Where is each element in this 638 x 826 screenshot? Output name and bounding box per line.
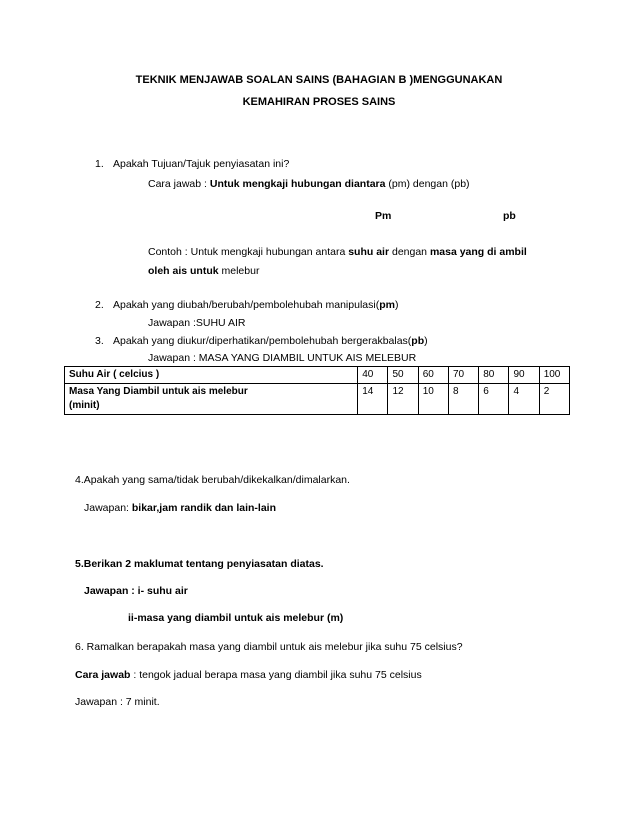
table-row-masa	[65, 384, 570, 415]
table-label-line-1: Masa Yang Diambil untuk ais melebur	[69, 386, 248, 397]
q3-question-text: Apakah yang diukur/diperhatikan/pembolehubah bergerakbalas(	[113, 335, 412, 347]
q1-cara-jawab	[148, 178, 470, 190]
q6-answer: Jawapan : 7 minit.	[75, 696, 160, 708]
data-table	[64, 366, 570, 415]
q1-contoh-prefix: Contoh : Untuk mengkaji hubungan antara	[148, 246, 349, 258]
q6-cara-rest: : tengok jadual berapa masa yang diambil jika suhu 75 celsius	[130, 669, 422, 681]
table-cell: 14	[358, 384, 388, 415]
table-cell: 50	[388, 367, 418, 384]
q2-question-close: )	[394, 299, 399, 311]
q2-question-bold: pm	[379, 299, 395, 311]
title-line-2: KEMAHIRAN PROSES SAINS	[242, 96, 396, 108]
table-cell: 90	[509, 367, 539, 384]
q4-answer-bold: bikar,jam randik dan lain-lain	[131, 502, 277, 514]
table-cell: 12	[388, 384, 418, 415]
table-row-suhu	[65, 367, 570, 384]
q1-cara-prefix: Cara jawab :	[148, 178, 210, 190]
q5-question: 5.Berikan 2 maklumat tentang penyiasatan diatas.	[75, 558, 324, 570]
table-cell: 60	[418, 367, 448, 384]
q3-question-close: )	[424, 335, 428, 347]
q4-question: 4.Apakah yang sama/tidak berubah/dikekalkan/dimalarkan.	[75, 474, 350, 486]
q1-contoh-line2-rest: melebur	[218, 265, 260, 277]
q1-contoh-line2-bold: oleh ais untuk	[148, 265, 219, 277]
table-cell: 8	[448, 384, 478, 415]
q1-pb-label: pb	[503, 210, 516, 222]
q4-answer-prefix: Jawapan:	[84, 502, 132, 514]
table-cell-label	[65, 384, 358, 415]
q1-cara-bold: Untuk mengkaji hubungan diantara	[209, 178, 386, 190]
q5-answer-2: ii-masa yang diambil untuk ais melebur (m)	[128, 612, 344, 624]
table-cell: 10	[418, 384, 448, 415]
table-cell: 70	[448, 367, 478, 384]
q1-contoh-bold-2: masa yang di ambil	[429, 246, 527, 258]
q1-pm-label: Pm	[375, 210, 392, 222]
q1-contoh-line1	[148, 246, 527, 258]
q1-contoh-line2	[148, 265, 259, 277]
q3-question-bold: pb	[411, 335, 425, 347]
q5-answer-1: Jawapan : i- suhu air	[84, 585, 188, 597]
q1-cara-suffix: (pm) dengan (pb)	[385, 178, 470, 190]
q6-question: 6. Ramalkan berapakah masa yang diambil untuk ais melebur jika suhu 75 celsius?	[75, 641, 463, 653]
q2-question-text: Apakah yang diubah/berubah/pembolehubah manipulasi(	[113, 299, 380, 311]
table-cell: 80	[479, 367, 509, 384]
q6-cara-jawab	[75, 669, 422, 681]
table-label-line-2: (minit)	[69, 400, 100, 411]
table-cell: 100	[539, 367, 569, 384]
table-cell: 2	[539, 384, 569, 415]
table-cell: 4	[509, 384, 539, 415]
q2-number: 2.	[95, 299, 104, 311]
table-cell: 40	[358, 367, 388, 384]
q3-question	[113, 335, 428, 347]
q2-question	[113, 299, 398, 311]
title-line-1: TEKNIK MENJAWAB SOALAN SAINS (BAHAGIAN B )MENGGUNAKAN	[135, 74, 503, 86]
table-cell: 6	[479, 384, 509, 415]
q1-contoh-bold-1: suhu air	[348, 246, 390, 258]
q6-cara-bold: Cara jawab	[75, 669, 131, 681]
table-cell-label: Suhu Air ( celcius )	[65, 367, 358, 384]
q3-number: 3.	[95, 335, 104, 347]
q4-answer	[84, 502, 276, 514]
q3-answer: Jawapan : MASA YANG DIAMBIL UNTUK AIS MELEBUR	[148, 352, 417, 364]
q2-answer: Jawapan :SUHU AIR	[148, 317, 246, 329]
q1-contoh-mid: dengan	[389, 246, 430, 258]
q1-number: 1.	[95, 158, 104, 170]
q1-question: Apakah Tujuan/Tajuk penyiasatan ini?	[113, 158, 290, 170]
